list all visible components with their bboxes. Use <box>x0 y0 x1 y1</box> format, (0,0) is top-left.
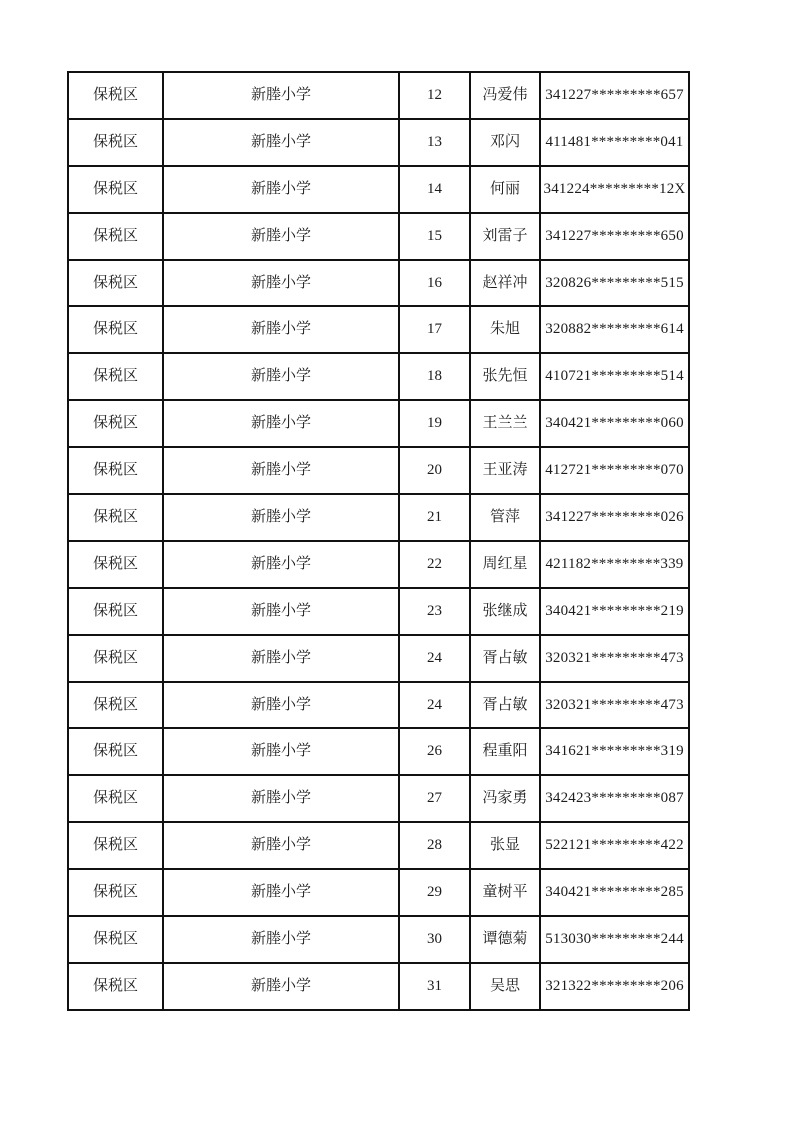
cell-number: 12 <box>399 72 470 119</box>
cell-school: 新塍小学 <box>163 635 399 682</box>
cell-id: 410721*********514 <box>540 353 689 400</box>
cell-id: 411481*********041 <box>540 119 689 166</box>
cell-name: 管萍 <box>470 494 540 541</box>
table-row <box>68 588 689 635</box>
cell-district: 保税区 <box>68 682 163 729</box>
cell-district: 保税区 <box>68 588 163 635</box>
roster-table-body <box>68 72 689 1010</box>
cell-number: 24 <box>399 635 470 682</box>
cell-number: 17 <box>399 306 470 353</box>
cell-school: 新塍小学 <box>163 682 399 729</box>
cell-district: 保税区 <box>68 119 163 166</box>
cell-name: 吴思 <box>470 963 540 1010</box>
table-row <box>68 166 689 213</box>
cell-number: 31 <box>399 963 470 1010</box>
cell-id: 320882*********614 <box>540 306 689 353</box>
cell-name: 张继成 <box>470 588 540 635</box>
cell-district: 保税区 <box>68 728 163 775</box>
cell-school: 新塍小学 <box>163 588 399 635</box>
cell-district: 保税区 <box>68 353 163 400</box>
cell-district: 保税区 <box>68 306 163 353</box>
table-row <box>68 822 689 869</box>
cell-district: 保税区 <box>68 400 163 447</box>
cell-district: 保税区 <box>68 213 163 260</box>
cell-school: 新塍小学 <box>163 260 399 307</box>
cell-school: 新塍小学 <box>163 447 399 494</box>
cell-school: 新塍小学 <box>163 775 399 822</box>
cell-school: 新塍小学 <box>163 494 399 541</box>
cell-id: 320826*********515 <box>540 260 689 307</box>
cell-school: 新塍小学 <box>163 541 399 588</box>
table-row <box>68 916 689 963</box>
cell-number: 20 <box>399 447 470 494</box>
table-row <box>68 728 689 775</box>
cell-id: 341621*********319 <box>540 728 689 775</box>
cell-school: 新塍小学 <box>163 213 399 260</box>
cell-number: 28 <box>399 822 470 869</box>
cell-name: 周红星 <box>470 541 540 588</box>
cell-name: 程重阳 <box>470 728 540 775</box>
cell-name: 冯爱伟 <box>470 72 540 119</box>
table-row <box>68 119 689 166</box>
cell-number: 27 <box>399 775 470 822</box>
cell-school: 新塍小学 <box>163 119 399 166</box>
table-row <box>68 869 689 916</box>
cell-id: 342423*********087 <box>540 775 689 822</box>
cell-district: 保税区 <box>68 775 163 822</box>
cell-district: 保税区 <box>68 72 163 119</box>
cell-id: 321322*********206 <box>540 963 689 1010</box>
cell-name: 王兰兰 <box>470 400 540 447</box>
cell-name: 童树平 <box>470 869 540 916</box>
cell-number: 19 <box>399 400 470 447</box>
cell-number: 23 <box>399 588 470 635</box>
cell-id: 340421*********060 <box>540 400 689 447</box>
cell-district: 保税区 <box>68 260 163 307</box>
cell-number: 24 <box>399 682 470 729</box>
cell-number: 16 <box>399 260 470 307</box>
cell-id: 522121*********422 <box>540 822 689 869</box>
cell-name: 赵祥冲 <box>470 260 540 307</box>
cell-id: 340421*********219 <box>540 588 689 635</box>
cell-id: 340421*********285 <box>540 869 689 916</box>
cell-district: 保税区 <box>68 541 163 588</box>
cell-district: 保税区 <box>68 916 163 963</box>
cell-name: 胥占敏 <box>470 635 540 682</box>
cell-school: 新塍小学 <box>163 72 399 119</box>
cell-number: 21 <box>399 494 470 541</box>
cell-id: 341224*********12X <box>540 166 689 213</box>
table-row <box>68 635 689 682</box>
table-row <box>68 447 689 494</box>
cell-number: 26 <box>399 728 470 775</box>
table-row <box>68 260 689 307</box>
table-row <box>68 213 689 260</box>
cell-number: 14 <box>399 166 470 213</box>
cell-district: 保税区 <box>68 822 163 869</box>
cell-name: 冯家勇 <box>470 775 540 822</box>
cell-number: 30 <box>399 916 470 963</box>
cell-number: 13 <box>399 119 470 166</box>
cell-school: 新塍小学 <box>163 963 399 1010</box>
cell-school: 新塍小学 <box>163 306 399 353</box>
cell-id: 341227*********026 <box>540 494 689 541</box>
cell-id: 341227*********650 <box>540 213 689 260</box>
cell-name: 刘雷子 <box>470 213 540 260</box>
cell-id: 412721*********070 <box>540 447 689 494</box>
cell-name: 谭德菊 <box>470 916 540 963</box>
table-row <box>68 353 689 400</box>
table-row <box>68 963 689 1010</box>
cell-id: 513030*********244 <box>540 916 689 963</box>
table-row <box>68 682 689 729</box>
table-row <box>68 775 689 822</box>
cell-school: 新塍小学 <box>163 353 399 400</box>
cell-name: 朱旭 <box>470 306 540 353</box>
cell-name: 张显 <box>470 822 540 869</box>
cell-number: 22 <box>399 541 470 588</box>
table-row <box>68 400 689 447</box>
cell-number: 18 <box>399 353 470 400</box>
student-roster-table <box>67 71 690 1011</box>
table-row <box>68 306 689 353</box>
cell-name: 邓闪 <box>470 119 540 166</box>
cell-school: 新塍小学 <box>163 400 399 447</box>
cell-id: 421182*********339 <box>540 541 689 588</box>
table-row <box>68 494 689 541</box>
cell-school: 新塍小学 <box>163 728 399 775</box>
cell-district: 保税区 <box>68 447 163 494</box>
cell-district: 保税区 <box>68 869 163 916</box>
cell-school: 新塍小学 <box>163 822 399 869</box>
cell-id: 320321*********473 <box>540 682 689 729</box>
cell-name: 胥占敏 <box>470 682 540 729</box>
cell-id: 341227*********657 <box>540 72 689 119</box>
cell-name: 王亚涛 <box>470 447 540 494</box>
cell-name: 张先恒 <box>470 353 540 400</box>
cell-district: 保税区 <box>68 635 163 682</box>
table-row <box>68 72 689 119</box>
cell-school: 新塍小学 <box>163 166 399 213</box>
cell-school: 新塍小学 <box>163 916 399 963</box>
cell-district: 保税区 <box>68 494 163 541</box>
document-page <box>67 71 688 1011</box>
cell-school: 新塍小学 <box>163 869 399 916</box>
cell-district: 保税区 <box>68 963 163 1010</box>
cell-id: 320321*********473 <box>540 635 689 682</box>
table-row <box>68 541 689 588</box>
cell-district: 保税区 <box>68 166 163 213</box>
cell-number: 29 <box>399 869 470 916</box>
cell-name: 何丽 <box>470 166 540 213</box>
cell-number: 15 <box>399 213 470 260</box>
